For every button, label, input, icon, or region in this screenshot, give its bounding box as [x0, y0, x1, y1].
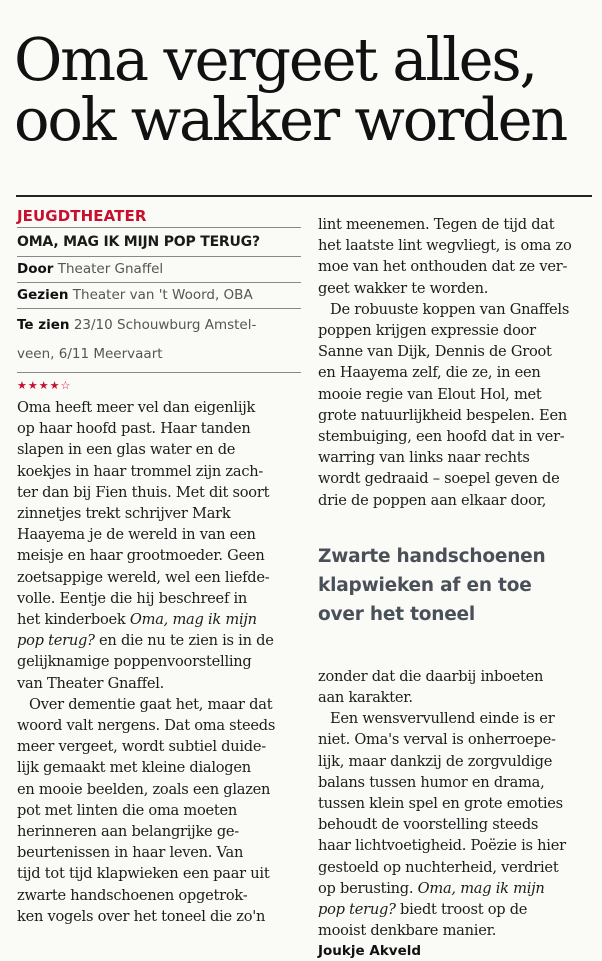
info-gezien: [17, 283, 301, 309]
left-column: [17, 205, 301, 927]
book-title: Oma, mag ik mijn: [417, 879, 545, 897]
body-line: Sanne van Dijk, Dennis de Groot: [318, 343, 552, 361]
body-line: herinneren aan belangrijke ge-: [17, 823, 239, 841]
body-line: zinnetjes trekt schrijver Mark: [17, 505, 231, 523]
body-line: Haayema je de wereld in van een: [17, 526, 256, 544]
body-text: op berusting.: [318, 879, 418, 897]
info-door: [17, 257, 301, 283]
door-label: Door: [17, 261, 54, 277]
headline: [14, 25, 594, 154]
info-tezien: [17, 309, 301, 373]
body-line: mooist denkbare manier.: [318, 922, 497, 940]
body-line: lijk, maar dankzij de zorgvuldige: [318, 752, 553, 770]
body-line: het laatste lint wegvliegt, is oma zo: [318, 237, 572, 255]
body-line: op haar hoofd past. Haar tanden: [17, 420, 251, 438]
body-line: ter dan bij Fien thuis. Met dit soort: [17, 483, 270, 501]
review-infobox: [17, 227, 301, 373]
body-line: van Theater Gnaffel.: [17, 674, 165, 692]
body-line: Over dementie gaat het, maar dat: [29, 695, 273, 713]
door-value: Theater Gnaffel: [53, 261, 164, 277]
body-line: gelijknamige poppenvoorstelling: [17, 653, 252, 671]
body-line: slapen in een glas water en de: [17, 441, 236, 459]
body-line: ken vogels over het toneel die zo'n: [17, 907, 266, 925]
star-rating: ★★★★☆: [17, 379, 72, 392]
body-line: behoudt de voorstelling steeds: [318, 816, 539, 834]
body-line: warring van links naar rechts: [318, 449, 530, 467]
body-line: [318, 878, 590, 899]
body-line: wordt gedraaid – soepel geven de: [318, 470, 560, 488]
body-line: meer vergeet, wordt subtiel duide-: [17, 738, 266, 756]
body-line: tussen klein spel en grote emoties: [318, 795, 563, 813]
body-line: mooie regie van Elout Hol, met: [318, 385, 542, 403]
body-line: Oma heeft meer vel dan eigenlijk: [17, 399, 256, 416]
body-line: poppen krijgen expressie door: [318, 322, 536, 340]
body-line: niet. Oma's verval is onherroepe-: [318, 731, 556, 749]
article-body-left: [17, 397, 301, 927]
pull-quote-line: over het toneel: [318, 603, 476, 625]
body-line: [318, 899, 590, 920]
body-line: [17, 630, 301, 651]
body-line: [17, 609, 301, 630]
body-line: zwarte handschoenen opgetrok-: [17, 886, 248, 904]
pull-quote-line: Zwarte handschoenen: [318, 545, 546, 567]
article-body-right-top: [318, 214, 590, 511]
body-line: pot met linten die oma moeten: [17, 801, 238, 819]
show-title: OMA, MAG IK MIJN POP TERUG?: [17, 228, 301, 257]
body-line: lint meenemen. Tegen de tijd dat: [318, 216, 555, 233]
right-column: [318, 214, 590, 961]
body-line: beurtenissen in haar leven. Van: [17, 844, 244, 862]
body-text: en die nu te zien is in de: [94, 632, 274, 650]
body-line: meisje en haar grootmoeder. Geen: [17, 547, 265, 565]
pull-quote: [318, 542, 590, 629]
body-line: aan karakter.: [318, 689, 413, 707]
tezien-label: Te zien: [17, 317, 70, 333]
body-line: en Haayema zelf, die ze, in een: [318, 364, 541, 382]
body-line: zonder dat die daarbij inboeten: [318, 667, 544, 685]
section-kicker: JEUGDTHEATER: [17, 207, 147, 225]
body-line: en mooie beelden, zoals een glazen: [17, 780, 271, 798]
body-line: balans tussen humor en drama,: [318, 773, 545, 791]
body-line: lijk gemaakt met kleine dialogen: [17, 759, 251, 777]
tezien-value-2: veen, 6/11 Meervaart: [17, 346, 163, 362]
book-title: pop terug?: [17, 632, 95, 650]
body-line: gestoeld op nuchterheid, verdriet: [318, 858, 559, 876]
body-line: moe van het onthouden dat ze ver-: [318, 258, 568, 276]
body-line: woord valt nergens. Dat oma steeds: [17, 717, 276, 735]
body-text: het kinderboek: [17, 611, 130, 629]
headline-line-2: ook wakker worden: [14, 85, 567, 154]
headline-line-1: Oma vergeet alles,: [14, 25, 537, 94]
body-line: Een wensvervullend einde is er: [330, 710, 555, 728]
body-line: tijd tot tijd klapwieken een paar uit: [17, 865, 270, 883]
body-line: volle. Eentje die hij beschreef in: [17, 589, 248, 607]
body-line: zoetsappige wereld, wel een liefde-: [17, 568, 270, 586]
gezien-label: Gezien: [17, 287, 69, 303]
body-line: koekjes in haar trommel zijn zach-: [17, 462, 264, 480]
gezien-value: Theater van 't Woord, OBA: [68, 287, 253, 303]
body-line: De robuuste koppen van Gnaffels: [330, 300, 570, 318]
headline-rule: [16, 195, 592, 197]
tezien-value-1: 23/10 Schouwburg Amstel-: [69, 317, 257, 333]
pull-quote-line: klapwieken af en toe: [318, 574, 532, 596]
body-line: geet wakker te worden.: [318, 279, 489, 297]
book-title: pop terug?: [318, 901, 396, 919]
body-text: biedt troost op de: [395, 901, 528, 919]
body-line: haar lichtvoetigheid. Poëzie is hier: [318, 837, 566, 855]
body-line: stembuiging, een hoofd dat in ver-: [318, 428, 565, 446]
author-byline: Joukje Akveld: [318, 943, 422, 960]
body-line: drie de poppen aan elkaar door,: [318, 491, 547, 509]
book-title: Oma, mag ik mijn: [129, 611, 257, 629]
article-body-right-bottom: [318, 666, 590, 942]
body-line: grote natuurlijkheid bespelen. Een: [318, 406, 567, 424]
